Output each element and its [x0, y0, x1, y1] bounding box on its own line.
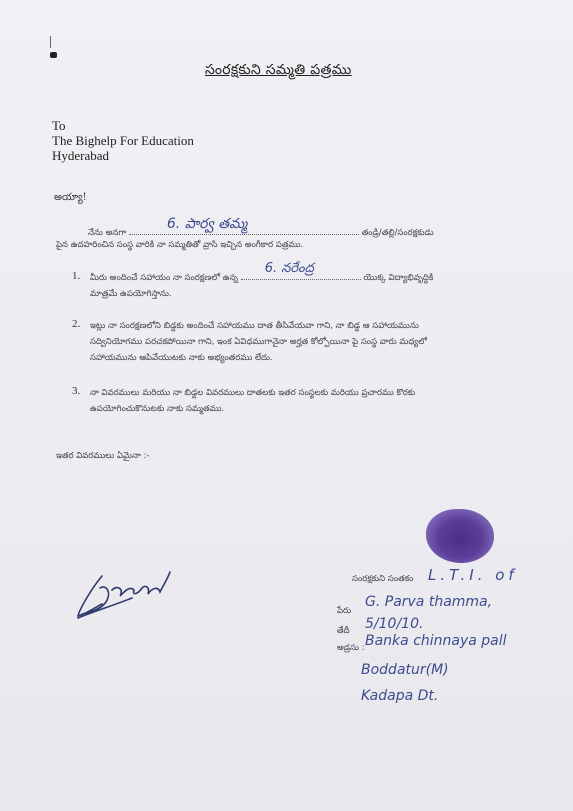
item-text: మీరు అందించే సహాయం నా సంరక్షణలో ఉన్న [90, 273, 238, 283]
address-line: Boddatur(M) [361, 662, 449, 678]
child-name-blank [241, 261, 361, 280]
address-line: Kadapa Dt. [361, 688, 439, 704]
other-details-label: ఇతర వివరములు ఏమైనా :- [56, 451, 150, 461]
date-label: తేదీ [337, 626, 350, 636]
page-title: సంరక్షకుని సమ్మతి పత్రము [205, 62, 352, 78]
address-label: అడ్రసు : [337, 643, 365, 653]
intro-line-2: పైన ఉదహరించిన సంస్థ వారికి నా సమ్మతితో వ్రాసి ఇచ్చిన అంగీకార పత్రము. [56, 240, 304, 250]
pen-mark [50, 36, 51, 48]
item-number: 2. [72, 318, 81, 330]
salutation: అయ్యా! [54, 192, 87, 203]
item-number: 1. [72, 270, 81, 282]
item-number: 3. [72, 385, 81, 397]
list-item [72, 318, 527, 366]
item-text: సహాయమును ఆపివేయుటకు నాకు అభ్యంతరము లేదు. [90, 353, 273, 363]
guardian-signature-label: సంరక్షకుని సంతకం [352, 574, 414, 584]
item-text: యొక్క విద్యాభివృద్ధికి [363, 273, 434, 283]
item-text: ఇట్లు నా సంరక్షణలోని బిడ్డకు అందించే సహాయము దాత తీసివేయవా గాని, నా బిడ్డ ఆ సహాయమును [90, 321, 419, 331]
date-value: 5/10/10. [365, 616, 424, 632]
list-item [72, 385, 527, 417]
lti-mark: L.T.I. of [428, 566, 518, 584]
name-blank [129, 216, 359, 235]
name-label: పేరు [337, 606, 352, 616]
item-text: నా వివరములు మరియు నా బిడ్డల వివరములు దాతలకు ఇతర సంస్థలకు మరియు ప్రచారము కొరకు [90, 388, 416, 398]
item-text: మాత్రమే ఉపయోగిస్తాను. [90, 289, 172, 299]
thumbprint [426, 509, 494, 563]
handwritten-child-name: 6. నరేంద్ర [264, 261, 314, 276]
address-city: Hyderabad [52, 148, 110, 163]
item-text: సద్వినియోగము పరచకపోయినా గాని, ఇంక ఏవిధముగానైనా అర్హత కోల్పోయినా పై సంస్థ వారు మధ్యలో [90, 337, 427, 347]
name-value: G. Parva thamma, [365, 594, 493, 610]
address-line: Banka chinnaya pall [365, 633, 507, 649]
intro-line-1 [88, 216, 434, 240]
ink-blot [50, 52, 57, 58]
address-to: To [52, 118, 66, 133]
item-text: ఉపయోగించుకొనుటకు నాకు సమ్మతము. [90, 404, 225, 414]
address-organization: The Bighelp For Education [52, 133, 194, 148]
intro-prefix: నేను అనగా [88, 228, 127, 238]
intro-suffix: తండ్రి/తల్లి/సంరక్షకుడు [361, 228, 434, 238]
list-item [72, 261, 527, 302]
handwritten-signature [72, 568, 182, 628]
recipient-address [52, 118, 194, 163]
handwritten-name: 6. పార్వ తమ్మ [166, 216, 248, 232]
